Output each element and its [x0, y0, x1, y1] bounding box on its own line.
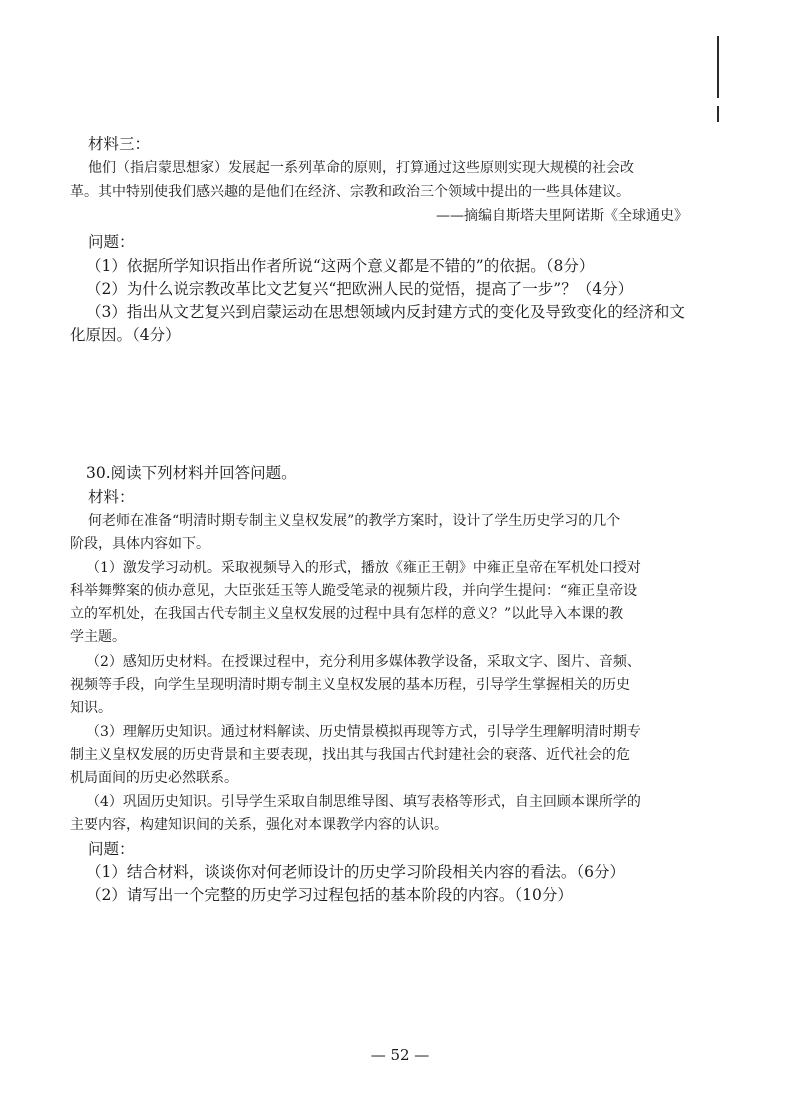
page-number: — 52 — [370, 1046, 430, 1064]
q30-stage1-line-3: 立的军机处，在我国古代专制主义皇权发展的过程中具有怎样的意义？”以此导入本课的教 [70, 606, 624, 622]
q30-material-heading: 材料： [88, 488, 135, 506]
material3-line-2: 革。其中特别使我们感兴趣的是他们在经济、宗教和政治三个领域中提出的一些具体建议。 [70, 184, 630, 200]
material3-heading: 材料三： [88, 135, 151, 153]
q30-title: 30.阅读下列材料并回答问题。 [86, 464, 297, 482]
questions-a-q2: （2）为什么说宗教改革比文艺复兴“把欧洲人民的觉悟，提高了一步”？（4分） [86, 280, 634, 298]
q30-stage2-line-2: 视频等手段，向学生呈现明清时期专制主义皇权发展的基本历程，引导学生掌握相关的历史 [70, 677, 630, 693]
q30-stage4-line-1: （4）巩固历史知识。引导学生采取自制思维导图、填写表格等形式，自主回顾本课所学的 [86, 794, 641, 810]
questions-a-q1: （1）依据所学知识指出作者所说“这两个意义都是不错的”的依据。（8分） [86, 257, 595, 275]
q30-stage1-line-1: （1）激发学习动机。采取视频导入的形式，播放《雍正王朝》中雍正皇帝在军机处口授对 [86, 560, 641, 576]
q30-stage3-line-3: 机局面间的历史必然联系。 [70, 770, 238, 786]
questions-a-heading: 问题： [88, 233, 135, 251]
binding-mark-top [717, 36, 719, 98]
q30-q1: （1）结合材料，谈谈你对何老师设计的历史学习阶段相关内容的看法。（6分） [86, 863, 625, 881]
q30-intro-line-2: 阶段，具体内容如下。 [70, 536, 210, 552]
material3-line-1: 他们（指启蒙思想家）发展起一系列革命的原则，打算通过这些原则实现大规模的社会改 [88, 160, 634, 176]
questions-a-q3-line-1: （3）指出从文艺复兴到启蒙运动在思想领域内反封建方式的变化及导致变化的经济和文 [86, 303, 685, 321]
q30-stage3-line-2: 制主义皇权发展的历史背景和主要表现，找出其与我国古代封建社会的衰落、近代社会的危 [70, 747, 630, 763]
q30-stage4-line-2: 主要内容，构建知识间的关系，强化对本课教学内容的认识。 [70, 817, 448, 833]
q30-questions-heading: 问题： [88, 840, 135, 858]
q30-stage1-line-2: 科举舞弊案的侦办意见，大臣张廷玉等人跪受笔录的视频片段，并向学生提问：“雍正皇帝设 [70, 583, 638, 599]
questions-a-q3-line-2: 化原因。（4分） [70, 326, 181, 344]
q30-q2: （2）请写出一个完整的历史学习过程包括的基本阶段的内容。（10分） [86, 886, 573, 904]
q30-stage3-line-1: （3）理解历史知识。通过材料解读、历史情景模拟再现等方式，引导学生理解明清时期专 [86, 724, 641, 740]
binding-mark-bottom [717, 106, 719, 122]
q30-stage1-line-4: 学主题。 [70, 629, 126, 645]
q30-intro-line-1: 何老师在准备“明清时期专制主义皇权发展”的教学方案时，设计了学生历史学习的几个 [88, 513, 621, 529]
material3-source: ——摘编自斯塔夫里阿诺斯《全球通史》 [436, 208, 688, 224]
q30-stage2-line-1: （2）感知历史材料。在授课过程中，充分利用多媒体教学设备，采取文字、图片、音频、 [86, 654, 641, 670]
q30-stage2-line-3: 知识。 [70, 700, 112, 716]
